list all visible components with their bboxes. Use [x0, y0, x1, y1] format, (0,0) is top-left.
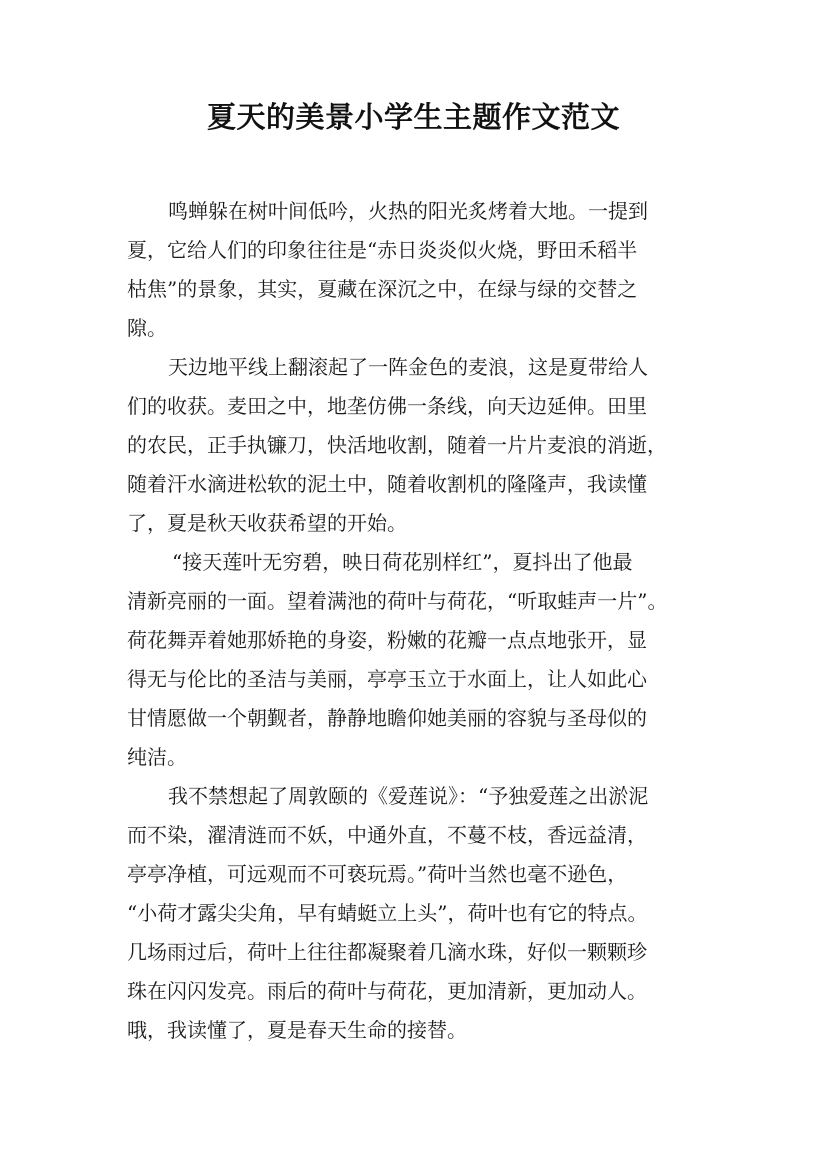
- paragraph-2-line-4: 随着汗水滴进松软的泥土中，随着收割机的隆隆声，我读懂: [127, 472, 647, 496]
- document-title: 夏天的美景小学生主题作文范文: [206, 100, 620, 134]
- paragraph-4-line-7: 哦，我读懂了，夏是春天生命的接替。: [127, 1018, 467, 1042]
- paragraph-4-line-2: 而不染，濯清涟而不妖，中通外直，不蔓不枝，香远益清，: [127, 823, 647, 847]
- paragraph-1-line-3: 枯焦”的景象，其实，夏藏在深沉之中，在绿与绿的交替之: [127, 277, 638, 301]
- paragraph-2-line-2: 们的收获。麦田之中，地垄仿佛一条线，向天边延伸。田里: [127, 394, 647, 418]
- paragraph-1-line-2: 夏，它给人们的印象往往是“赤日炎炎似火烧，野田禾稻半: [127, 238, 638, 262]
- paragraph-3-line-4: 得无与伦比的圣洁与美丽，亭亭玉立于水面上，让人如此心: [127, 667, 647, 691]
- paragraph-4-line-6: 珠在闪闪发亮。雨后的荷叶与荷花，更加清新，更加动人。: [127, 979, 647, 1003]
- paragraph-3-line-6: 纯洁。: [127, 745, 187, 769]
- paragraph-3-line-5: 甘情愿做一个朝觐者，静静地瞻仰她美丽的容貌与圣母似的: [127, 706, 647, 730]
- paragraph-1-line-4: 隙。: [127, 316, 167, 340]
- paragraph-4-line-1: 我不禁想起了周敦颐的《爱莲说》：“予独爱莲之出淤泥: [168, 784, 649, 808]
- paragraph-1-line-1: 鸣蝉躲在树叶间低吟，火热的阳光炙烤着大地。一提到: [168, 199, 648, 223]
- paragraph-3-line-1: “接天莲叶无穷碧，映日荷花别样红”，夏抖出了他最: [172, 550, 633, 574]
- paragraph-4-line-4: “小荷才露尖尖角，早有蜻蜓立上头”，荷叶也有它的特点。: [127, 901, 648, 925]
- paragraph-3-line-2: 清新亮丽的一面。望着满池的荷叶与荷花，“听取蛙声一片”。: [127, 589, 668, 613]
- paragraph-3-line-3: 荷花舞弄着她那娇艳的身姿，粉嫩的花瓣一点点地张开，显: [127, 628, 647, 652]
- paragraph-2-line-3: 的农民，正手执镰刀，快活地收割，随着一片片麦浪的消逝，: [127, 433, 667, 457]
- paragraph-2-line-5: 了，夏是秋天收获希望的开始。: [127, 511, 407, 535]
- paragraph-2-line-1: 天边地平线上翻滚起了一阵金色的麦浪，这是夏带给人: [168, 355, 648, 379]
- paragraph-4-line-3: 亭亭净植，可远观而不可亵玩焉。”荷叶当然也毫不逊色，: [127, 862, 628, 886]
- paragraph-4-line-5: 几场雨过后，荷叶上往往都凝聚着几滴水珠，好似一颗颗珍: [127, 940, 647, 964]
